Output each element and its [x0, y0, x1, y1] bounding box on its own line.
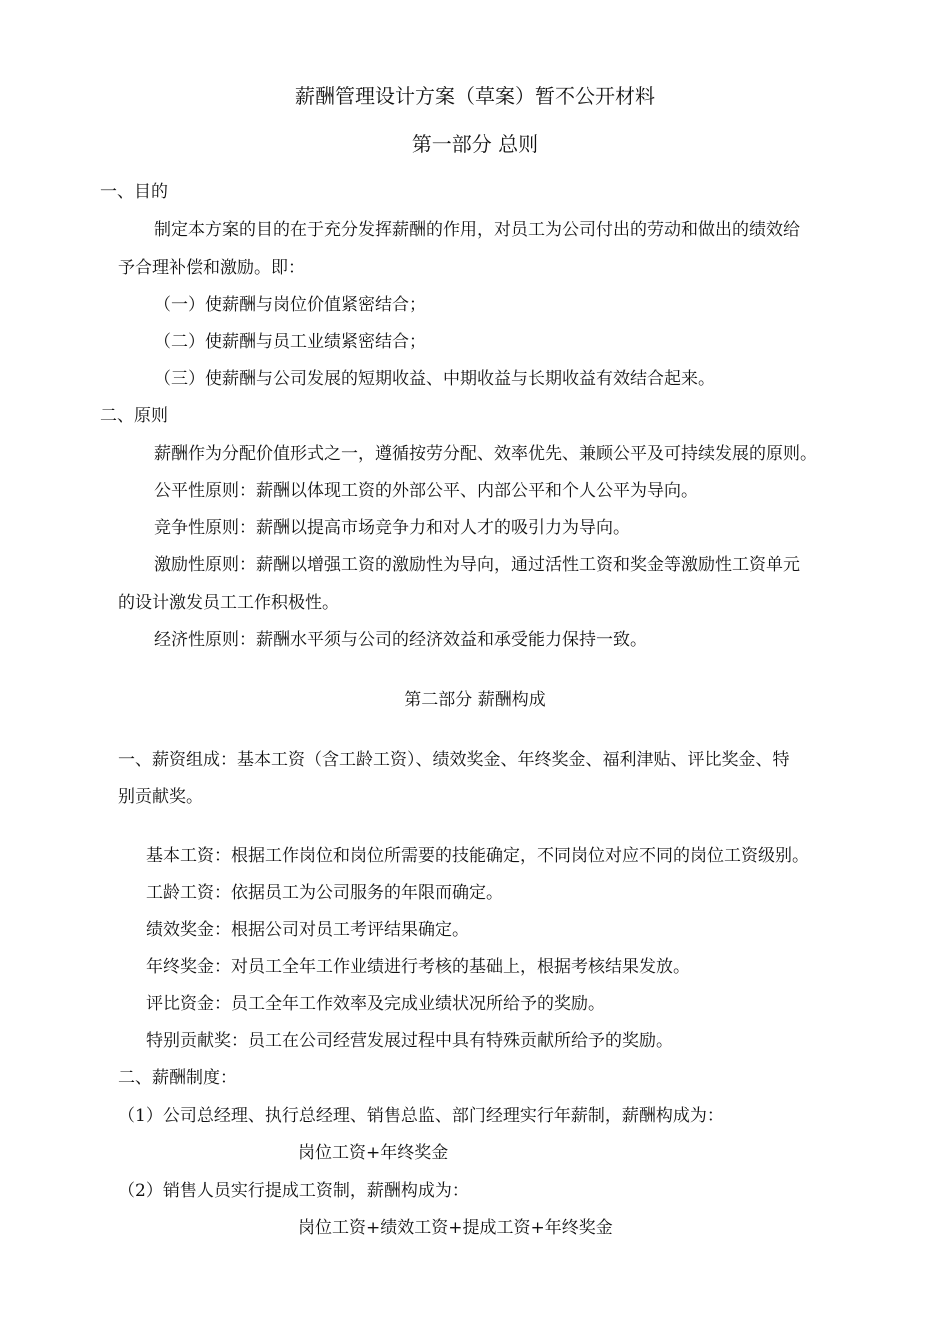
paragraph: 竞争性原则：薪酬以提高市场竞争力和对人才的吸引力为导向。: [154, 518, 630, 538]
paragraph: 经济性原则：薪酬水平须与公司的经济效益和承受能力保持一致。: [154, 630, 647, 650]
definition-item: 绩效奖金：根据公司对员工考评结果确定。: [146, 920, 469, 940]
section-heading: 一、目的: [100, 182, 168, 202]
formula: 岗位工资+年终奖金: [298, 1143, 449, 1163]
definition-item: 工龄工资：依据员工为公司服务的年限而确定。: [146, 883, 503, 903]
definition-item: 基本工资：根据工作岗位和岗位所需要的技能确定，不同岗位对应不同的岗位工资级别。: [146, 846, 809, 866]
definition-item: 年终奖金：对员工全年工作业绩进行考核的基础上，根据考核结果发放。: [146, 957, 690, 977]
definition-item: 评比资金：员工全年工作效率及完成业绩状况所给予的奖励。: [146, 994, 605, 1014]
document-title: 薪酬管理设计方案（草案）暂不公开材料: [295, 84, 655, 108]
paragraph-line: 制定本方案的目的在于充分发挥薪酬的作用，对员工为公司付出的劳动和做出的绩效给: [154, 220, 800, 240]
paragraph-line: 的设计激发员工工作积极性。: [118, 593, 339, 613]
paragraph-line: 一、薪资组成：基本工资（含工龄工资）、绩效奖金、年终奖金、福利津贴、评比奖金、特: [118, 750, 790, 770]
paragraph-line: 予合理补偿和激励。即：: [118, 258, 305, 278]
formula: 岗位工资+绩效工资+提成工资+年终奖金: [298, 1218, 613, 1238]
section-heading: 二、原则: [100, 406, 168, 426]
paragraph-line: 别贡献奖。: [118, 787, 203, 807]
paragraph: 公平性原则：薪酬以体现工资的外部公平、内部公平和个人公平为导向。: [154, 481, 698, 501]
paragraph: 薪酬作为分配价值形式之一，遵循按劳分配、效率优先、兼顾公平及可持续发展的原则。: [154, 444, 817, 464]
part1-heading: 第一部分 总则: [411, 132, 539, 156]
list-item: （2）销售人员实行提成工资制，薪酬构成为：: [118, 1181, 469, 1201]
list-item: （一）使薪酬与岗位价值紧密结合；: [154, 295, 426, 315]
list-item: （1）公司总经理、执行总经理、销售总监、部门经理实行年薪制，薪酬构成为：: [118, 1106, 724, 1126]
list-item: （二）使薪酬与员工业绩紧密结合；: [154, 332, 426, 352]
part2-heading: 第二部分 薪酬构成: [404, 690, 546, 710]
paragraph-line: 激励性原则：薪酬以增强工资的激励性为导向，通过活性工资和奖金等激励性工资单元: [154, 555, 800, 575]
list-item: （三）使薪酬与公司发展的短期收益、中期收益与长期收益有效结合起来。: [154, 369, 715, 389]
section-heading: 二、薪酬制度：: [118, 1068, 237, 1088]
definition-item: 特别贡献奖：员工在公司经营发展过程中具有特殊贡献所给予的奖励。: [146, 1031, 673, 1051]
